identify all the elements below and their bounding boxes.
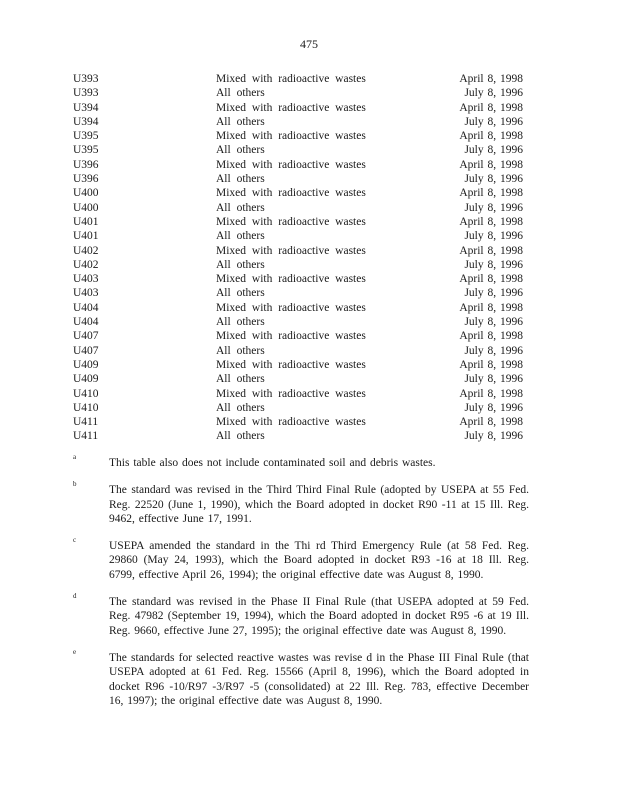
table-row [73,387,523,401]
footnotes [73,453,533,721]
effective-date: April 8, 1998 [459,130,523,143]
effective-date: April 8, 1998 [459,387,523,400]
table-row [73,315,523,329]
effective-date: July 8, 1996 [464,344,523,357]
waste-description: All others [216,258,265,271]
effective-date: July 8, 1996 [464,173,523,186]
waste-description: Mixed with radioactive wastes [216,101,366,114]
waste-description: All others [216,230,265,243]
waste-code: U393 [73,87,99,100]
waste-description: All others [216,287,265,300]
table-row [73,272,523,286]
waste-description: Mixed with radioactive wastes [216,387,366,400]
waste-code: U400 [73,201,99,214]
table-row [73,215,523,229]
footnote-a [73,453,533,470]
waste-code: U401 [73,215,99,228]
waste-description: Mixed with radioactive wastes [216,187,366,200]
table-row [73,401,523,415]
waste-description: Mixed with radioactive wastes [216,358,366,371]
waste-code: U409 [73,373,99,386]
footnote-c [73,536,533,582]
waste-code: U407 [73,344,99,357]
waste-code: U396 [73,173,99,186]
waste-code: U402 [73,244,99,257]
waste-description: All others [216,401,265,414]
waste-code: U410 [73,387,99,400]
footnote-text: This table also does not include contaminated soil and debris wastes. [109,457,436,469]
table-row [73,115,523,129]
effective-date: April 8, 1998 [459,244,523,257]
footnote-mark: a [73,453,77,461]
waste-code: U403 [73,273,99,286]
waste-description: Mixed with radioactive wastes [216,215,366,228]
waste-description: Mixed with radioactive wastes [216,73,366,85]
footnote-text: The standards for selected reactive wastes was revise d in the Phase III Final Rule (that USEPA adopted at 61 Fed. Reg. 15566 (April 8, 1996), which the Board adopted in docket R96 -10/R97 -3/R97 -5 (consolidated) at 22 Ill. Reg. 783, effective December 16, 1997); the original effective date was August 8, 1990. [109,651,529,707]
waste-description: Mixed with radioactive wastes [216,416,366,429]
waste-description: Mixed with radioactive wastes [216,130,366,143]
effective-date: July 8, 1996 [464,87,523,100]
effective-date: July 8, 1996 [464,373,523,386]
waste-code: U394 [73,101,99,114]
footnote-e [73,647,533,708]
waste-code-table [73,72,523,444]
table-row [73,301,523,315]
waste-description: All others [216,430,265,443]
footnote-mark: c [73,536,77,545]
waste-code: U411 [73,416,99,429]
table-row [73,86,523,100]
table-row [73,372,523,386]
waste-description: All others [216,344,265,357]
table-row [73,229,523,243]
waste-description: All others [216,316,265,329]
effective-date: July 8, 1996 [464,287,523,300]
table-row [73,429,523,443]
effective-date: April 8, 1998 [459,273,523,286]
effective-date: April 8, 1998 [459,358,523,371]
waste-description: Mixed with radioactive wastes [216,158,366,171]
table-row [73,344,523,358]
waste-description: All others [216,87,265,100]
footnote-text: The standard was revised in the Phase II Final Rule (that USEPA adopted at 59 Fed. Reg. 47982 (September 19, 1994), which the Board adopted in docket R95 -6 at 19 Ill. Reg. 9660, effective June 27, 1995); the original effective date was August 8, 1990. [109,596,529,637]
waste-code: U411 [73,430,99,443]
effective-date: July 8, 1996 [464,115,523,128]
waste-code: U396 [73,158,99,171]
waste-description: Mixed with radioactive wastes [216,244,366,257]
waste-code: U409 [73,358,99,371]
waste-code: U407 [73,330,99,343]
waste-description: All others [216,373,265,386]
table-row [73,415,523,429]
effective-date: April 8, 1998 [459,158,523,171]
effective-date: April 8, 1998 [459,416,523,429]
footnote-text: The standard was revised in the Third Third Final Rule (adopted by USEPA at 55 Fed. Reg. 22520 (June 1, 1990), which the Board adopted in docket R90 -11 at 15 Ill. Reg. 9462, effective June 17, 1991. [109,484,529,525]
table-row [73,358,523,372]
page-number: 475 [300,37,318,51]
effective-date: July 8, 1996 [464,144,523,157]
table-row [73,143,523,157]
footnote-mark: e [73,647,77,656]
waste-code: U394 [73,115,99,128]
waste-code: U403 [73,287,99,300]
effective-date: April 8, 1998 [459,301,523,314]
table-row [73,186,523,200]
table-row [73,158,523,172]
waste-code: U393 [73,73,99,85]
waste-code: U400 [73,187,99,200]
table-row [73,72,523,86]
effective-date: July 8, 1996 [464,201,523,214]
table-row [73,201,523,215]
footnote-text: USEPA amended the standard in the Thi rd Third Emergency Rule (at 58 Fed. Reg. 29860 (May 24, 1993), which the Board adopted in docket R93 -16 at 18 Ill. Reg. 6799, effective April 26, 1994); the original effective date was August 8, 1990. [109,540,529,581]
table-row [73,244,523,258]
effective-date: July 8, 1996 [464,401,523,414]
effective-date: July 8, 1996 [464,230,523,243]
footnote-mark: d [73,592,77,601]
table-row [73,286,523,300]
waste-code: U404 [73,301,99,314]
table-row [73,129,523,143]
effective-date: July 8, 1996 [464,316,523,329]
footnote-d [73,592,533,638]
waste-code: U402 [73,258,99,271]
footnote-mark: b [73,480,77,489]
waste-code: U395 [73,144,99,157]
waste-code: U395 [73,130,99,143]
waste-description: All others [216,201,265,214]
waste-description: Mixed with radioactive wastes [216,330,366,343]
effective-date: April 8, 1998 [459,73,523,85]
effective-date: April 8, 1998 [459,330,523,343]
effective-date: April 8, 1998 [459,101,523,114]
table-row [73,172,523,186]
table-row [73,258,523,272]
table-row [73,101,523,115]
waste-code: U401 [73,230,99,243]
waste-description: All others [216,173,265,186]
effective-date: July 8, 1996 [464,430,523,443]
table-row [73,329,523,343]
effective-date: April 8, 1998 [459,187,523,200]
waste-code: U410 [73,401,99,414]
waste-description: All others [216,115,265,128]
waste-description: Mixed with radioactive wastes [216,273,366,286]
waste-code: U404 [73,316,99,329]
footnote-b [73,480,533,526]
effective-date: July 8, 1996 [464,258,523,271]
effective-date: April 8, 1998 [459,215,523,228]
waste-description: All others [216,144,265,157]
waste-description: Mixed with radioactive wastes [216,301,366,314]
